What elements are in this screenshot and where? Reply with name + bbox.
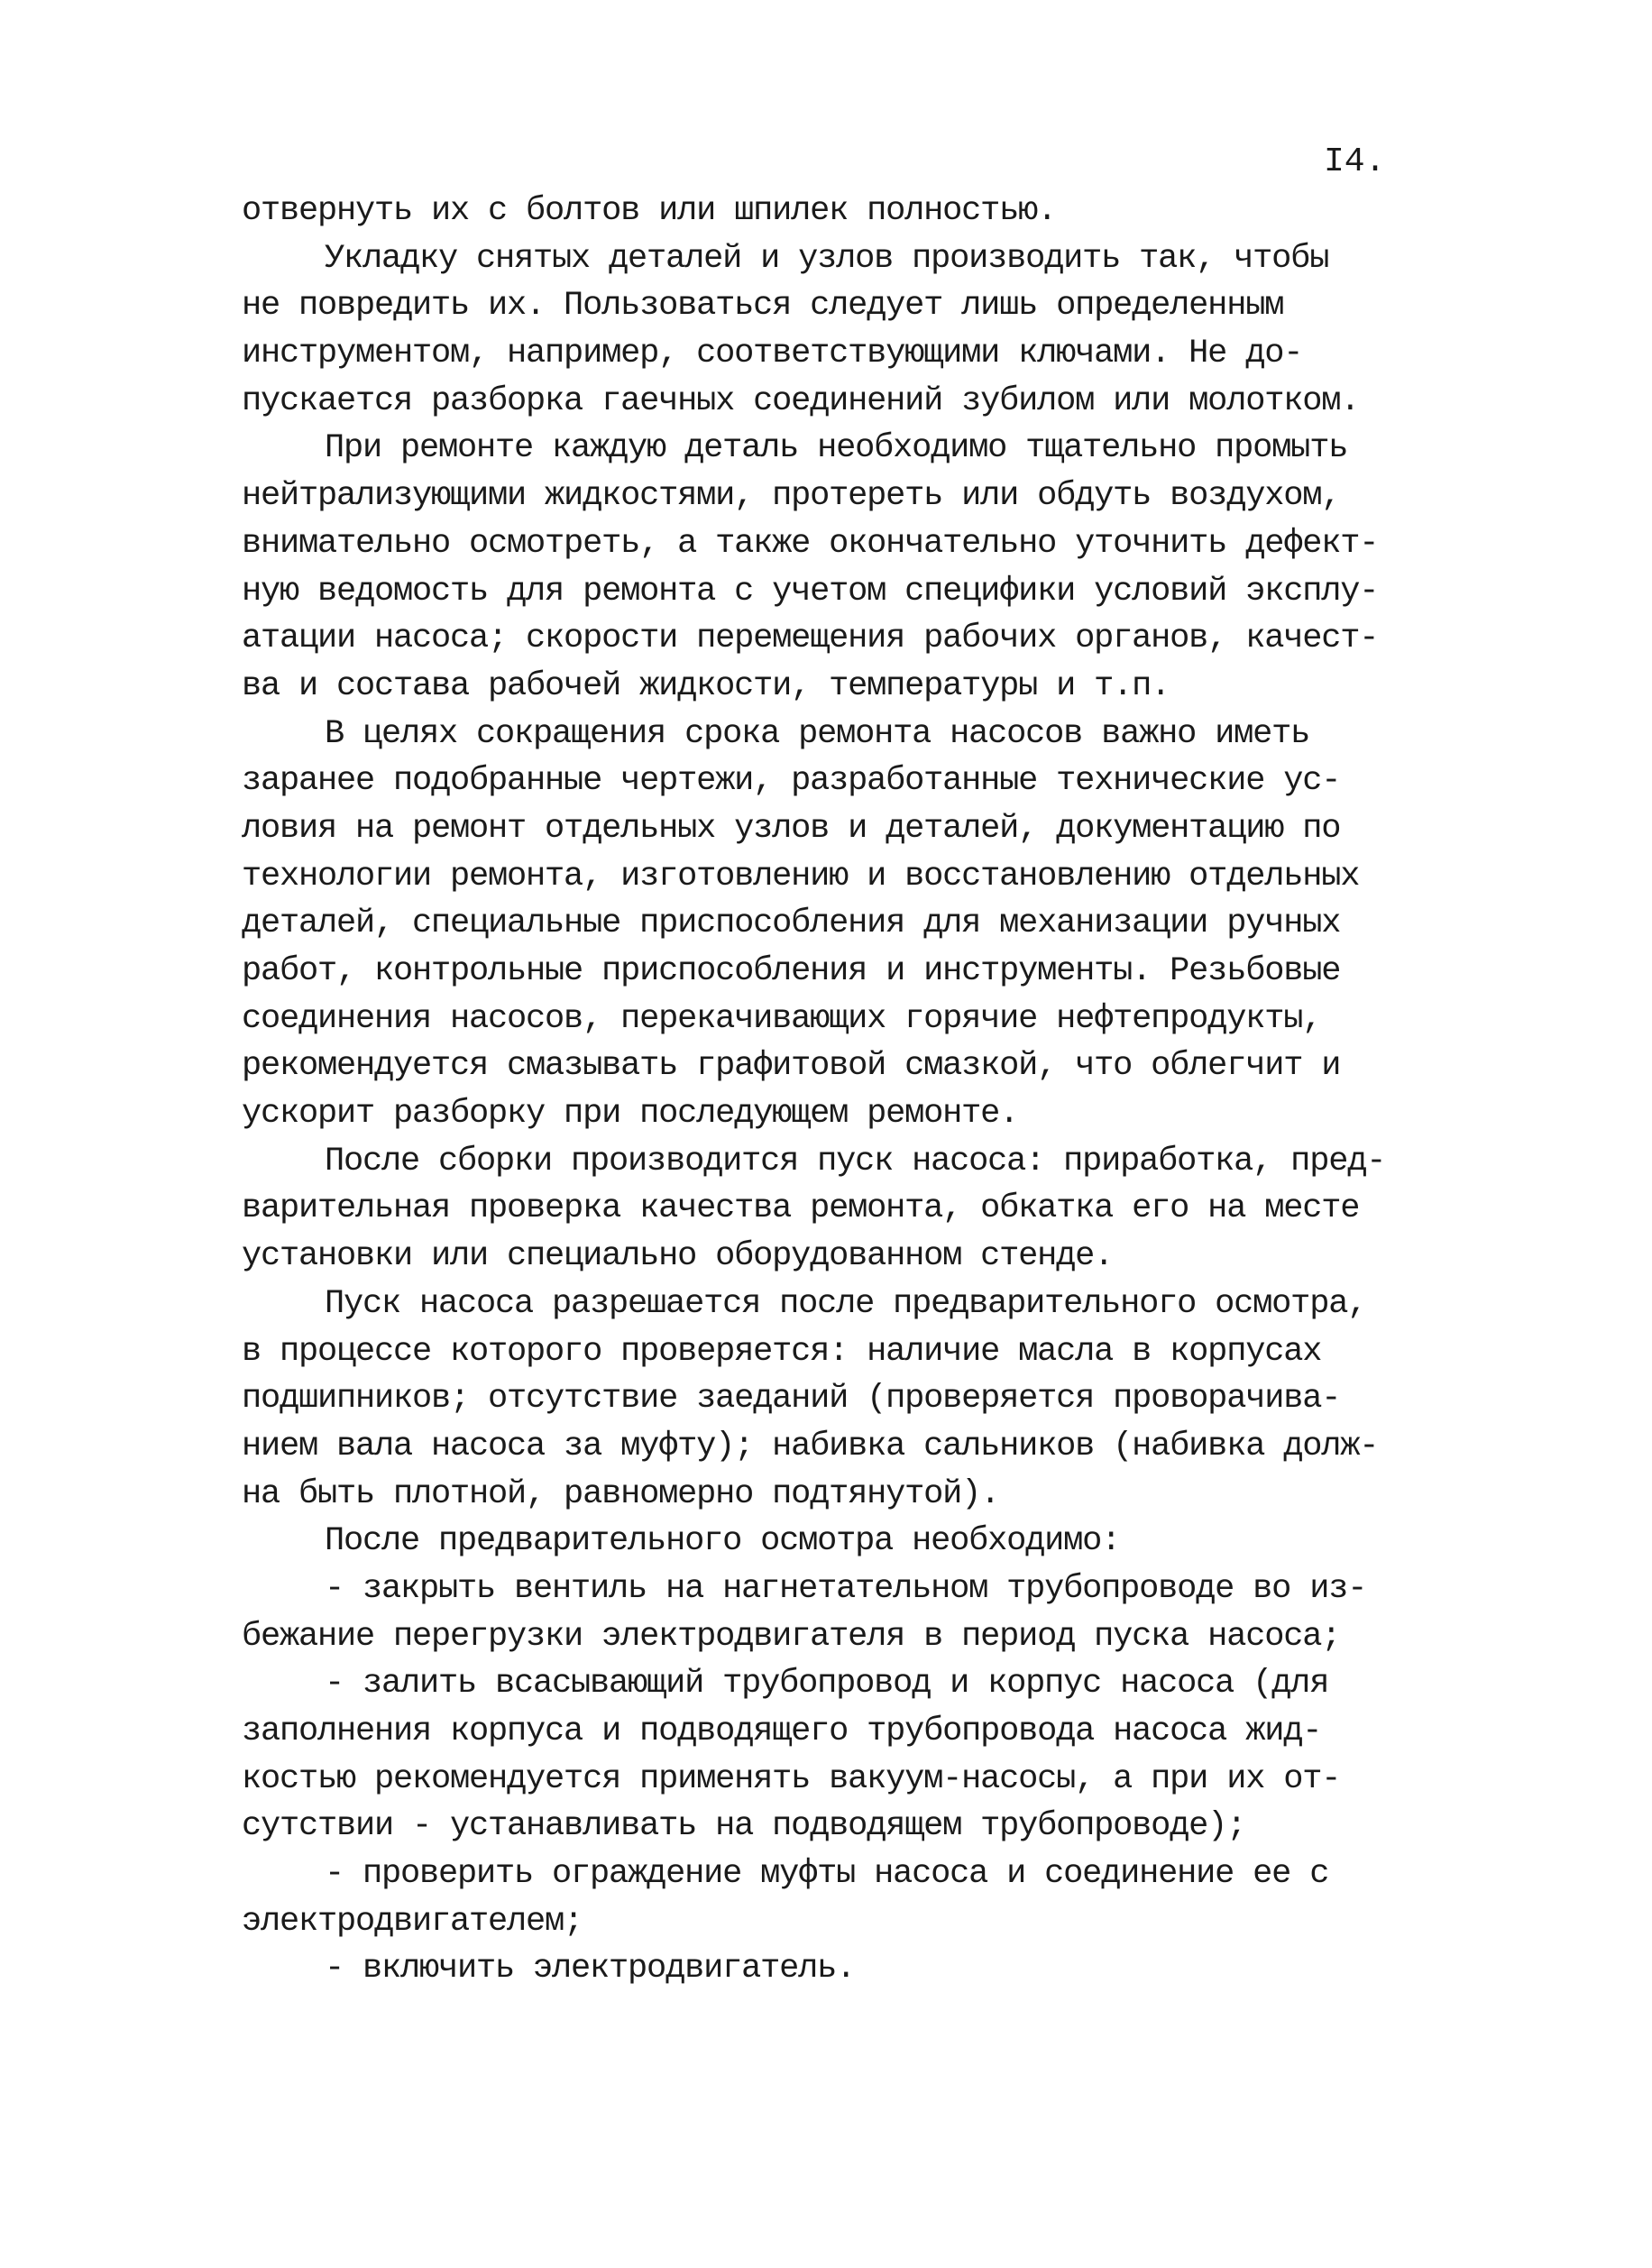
- text-line: пускается разборка гаечных соединений зубилом или молотком.: [242, 381, 1360, 420]
- body-text: [242, 188, 1468, 1993]
- text-line: Пуск насоса разрешается после предварительного осмотра,: [325, 1284, 1367, 1323]
- text-line: ную ведомость для ремонта с учетом специфики условий эксплу-: [242, 572, 1379, 611]
- text-line: установки или специально оборудованном стенде.: [242, 1237, 1114, 1276]
- page-number: I4.: [1324, 142, 1386, 181]
- text-line: не повредить их. Пользоваться следует лишь определенным: [242, 287, 1284, 326]
- text-line: - залить всасывающий трубопровод и корпус насоса (для: [325, 1665, 1329, 1703]
- text-line: заполнения корпуса и подводящего трубопровода насоса жид-: [242, 1712, 1322, 1750]
- text-line: работ, контрольные приспособления и инструменты. Резьбовые: [242, 952, 1341, 990]
- text-line: подшипников; отсутствие заеданий (проверяется проворачива-: [242, 1380, 1341, 1419]
- text-line: инструментом, например, соответствующими ключами. Не до-: [242, 335, 1303, 373]
- text-line: деталей, специальные приспособления для механизации ручных: [242, 904, 1341, 943]
- text-line: нием вала насоса за муфту); набивка сальников (набивка долж-: [242, 1427, 1379, 1465]
- text-line: сутствии - устанавливать на подводящем трубопроводе);: [242, 1807, 1246, 1846]
- text-line: электродвигателем;: [242, 1902, 583, 1941]
- text-line: ловия на ремонт отдельных узлов и деталей, документацию по: [242, 809, 1341, 848]
- text-line: В целях сокращения срока ремонта насосов важно иметь: [325, 714, 1310, 753]
- text-line: - проверить ограждение муфты насоса и соединение ее с: [325, 1855, 1329, 1894]
- text-line: технологии ремонта, изготовлению и восстановлению отдельных: [242, 857, 1360, 895]
- text-line: рекомендуется смазывать графитовой смазкой, что облегчит и: [242, 1047, 1341, 1086]
- text-line: заранее подобранные чертежи, разработанные технические ус-: [242, 762, 1341, 801]
- text-line: - закрыть вентиль на нагнетательном трубопроводе во из-: [325, 1569, 1367, 1608]
- text-line: При ремонте каждую деталь необходимо тщательно промыть: [325, 429, 1348, 468]
- text-line: соединения насосов, перекачивающих горячие нефтепродукты,: [242, 999, 1322, 1038]
- text-line: - включить электродвигатель.: [325, 1950, 856, 1988]
- text-line: варительная проверка качества ремонта, обкатка его на месте: [242, 1189, 1360, 1228]
- text-line: ускорит разборку при последующем ремонте.: [242, 1095, 1019, 1134]
- text-line: бежание перегрузки электродвигателя в период пуска насоса;: [242, 1617, 1341, 1656]
- text-line: После предварительного осмотра необходимо:: [325, 1522, 1121, 1561]
- text-line: костью рекомендуется применять вакуум-насосы, а при их от-: [242, 1759, 1341, 1798]
- text-line: атации насоса; скорости перемещения рабочих органов, качест-: [242, 620, 1379, 658]
- text-line: нейтрализующими жидкостями, протереть или обдуть воздухом,: [242, 477, 1341, 516]
- text-line: После сборки производится пуск насоса: приработка, пред-: [325, 1142, 1386, 1180]
- text-line: на быть плотной, равномерно подтянутой).: [242, 1474, 1000, 1513]
- text-line: ва и состава рабочей жидкости, температуры и т.п.: [242, 666, 1170, 705]
- text-line: внимательно осмотреть, а также окончательно уточнить дефект-: [242, 524, 1379, 563]
- text-line: отвернуть их с болтов или шпилек полностью.: [242, 192, 1057, 230]
- text-line: Укладку снятых деталей и узлов производить так, чтобы: [325, 239, 1329, 278]
- text-line: в процессе которого проверяется: наличие масла в корпусах: [242, 1332, 1322, 1371]
